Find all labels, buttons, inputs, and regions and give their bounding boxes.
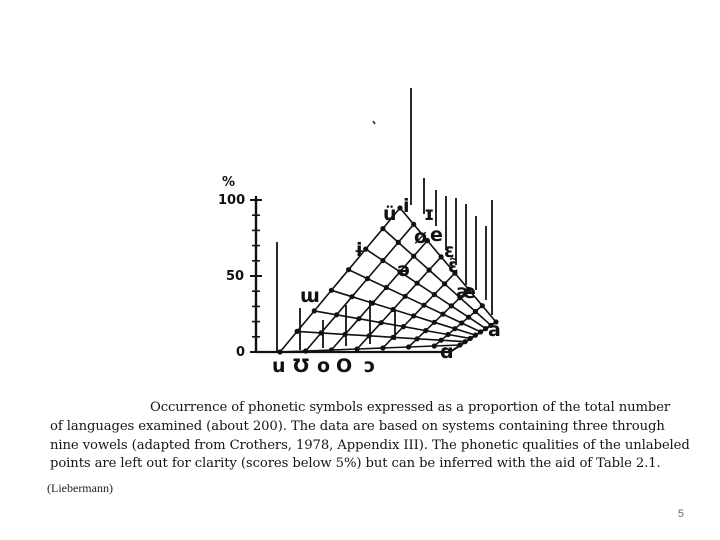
mesh-point [442,281,447,286]
surface-mesh [280,208,496,352]
stray-mark [373,121,375,124]
mesh-point [432,320,437,325]
mesh-point [312,308,317,313]
mesh-point [468,336,473,341]
vowel-label-a: a [488,319,501,341]
mesh-point [391,335,396,340]
mesh-point [391,307,396,312]
mesh-point [415,281,420,286]
y-tick-50: 50 [226,269,245,284]
page-number: 5 [677,508,684,520]
mesh-point [432,343,437,348]
mesh-point [463,339,468,344]
mesh-point [396,240,401,245]
vowel-label-epsilon-nasal: ɛ̃ [448,255,459,277]
y-axis-unit: % [222,175,236,190]
mesh-point [343,332,348,337]
mesh-point [380,258,385,263]
caption-line-1: Occurrence of phonetic symbols expressed as a proportion of the total number [150,400,671,415]
mesh-point [384,285,389,290]
mesh-point [445,332,450,337]
vowel-label-i: i [403,195,410,217]
mesh-point [356,316,361,321]
mesh-point [411,254,416,259]
mesh-point [365,276,370,281]
caption-line-3: nine vowels (adapted from Crothers, 1978, Appendix III). The phonetic qualities of the unlabeled [50,437,690,453]
mesh-point [427,267,432,272]
vowel-label-u-umlaut: ü [383,203,397,225]
vowel-label-small-cap-i: ɪ [424,203,435,225]
mesh-point [380,226,385,231]
vowel-label-schwa: ə [397,259,410,281]
vowel-label-open-o: O [336,355,353,377]
mesh-point [346,267,351,272]
mesh-point [367,333,372,338]
mesh-point [480,303,485,308]
vowel-label-epsilon: ɛ [444,240,455,262]
vowel-label-u: u [272,355,286,377]
mesh-point [380,345,385,350]
y-tick-100: 100 [218,193,246,208]
source-attribution: (Liebermann) [47,481,113,495]
mesh-point [411,313,416,318]
vowel-label-o: o [317,355,331,377]
vowel-label-upsilon: Ʊ [293,355,310,377]
mesh-point [379,320,384,325]
mesh-point [466,315,471,320]
mesh-point [403,294,408,299]
mesh-point [370,301,375,306]
y-tick-0: 0 [236,345,246,360]
mesh-point [329,347,334,352]
mesh-point [473,309,478,314]
caption-line-2: of languages examined (about 200). The data are based on systems containing three through [50,418,665,434]
mesh-point [457,342,462,347]
mesh-point [473,333,478,338]
mesh-point [334,312,339,317]
mesh-point [423,328,428,333]
mesh-point [439,254,444,259]
mesh-point [319,330,324,335]
mesh-point [277,349,282,354]
vowel-label-script-a: ɑ [440,341,454,363]
vowel-label-barred-i: ɨ [354,239,365,261]
mesh-point [415,336,420,341]
mesh-point [295,329,300,334]
caption-line-4: points are left out for clarity (scores below 5%) but can be inferred with the aid of Table 2.1. [50,456,661,472]
mesh-point [452,326,457,331]
vowel-label-turned-m: ɯ [300,285,320,307]
vowel-label-turned-c: ɔ [364,355,376,377]
vowel-label-ae: æ [456,281,476,303]
mesh-point [449,303,454,308]
mesh-point [349,294,354,299]
mesh-point [459,320,464,325]
mesh-point [401,324,406,329]
mesh-point [421,303,426,308]
mesh-point [397,205,402,210]
vowel-label-e: e [430,224,443,246]
mesh-point [303,348,308,353]
mesh-point [440,312,445,317]
vowel-label-o-slash: ø [414,226,428,248]
mesh-point [406,344,411,349]
mesh-point [478,329,483,334]
figure-caption [50,399,690,474]
mesh-point [329,288,334,293]
mesh-point [355,346,360,351]
mesh-point [432,292,437,297]
